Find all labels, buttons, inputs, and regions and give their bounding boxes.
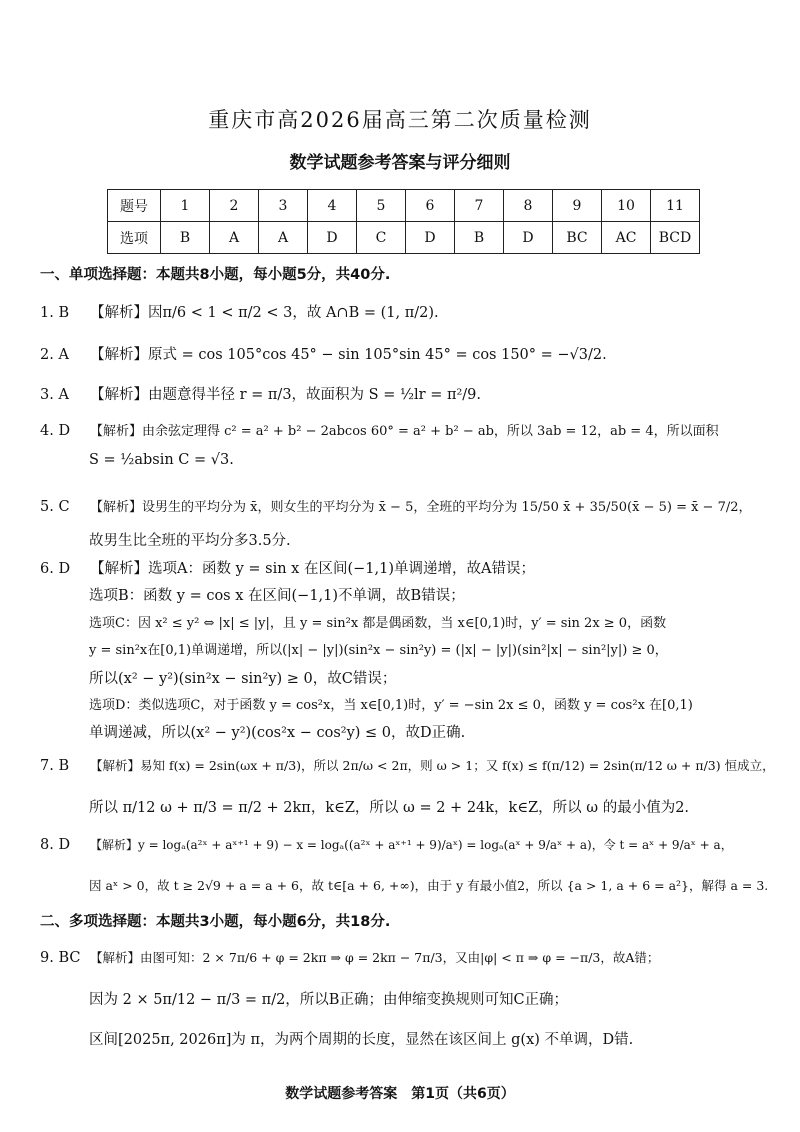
answer-table-option-row xyxy=(108,222,700,254)
q9-answer: 9. BC xyxy=(40,950,81,966)
answer-number-cell: 2 xyxy=(210,190,259,222)
q8-line xyxy=(40,836,733,853)
q9-explanation: 【解析】由图可知：2 × 7π/6 + φ = 2kπ ⇒ φ = 2kπ − 7π/3，又由|φ| < π ⇒ φ = −π/3，故A错； xyxy=(90,950,660,965)
document-title: 重庆市高2026届高三第二次质量检测 xyxy=(208,108,592,132)
section2-heading: 二、多项选择题：本题共3小题，每小题6分，共18分. xyxy=(40,914,391,930)
answer-option-cell: BCD xyxy=(651,222,700,254)
answer-number-cell: 6 xyxy=(406,190,455,222)
q4-line xyxy=(40,420,719,439)
q1-explanation: 【解析】因π/6 < 1 < π/2 < 3，故 A∩B = (1, π/2). xyxy=(90,305,439,321)
answer-option-cell: AC xyxy=(602,222,651,254)
q5-continuation: 故男生比全班的平均分多3.5分. xyxy=(89,533,291,549)
q9-explanation-b: 因为 2 × 5π/12 − π/3 = π/2，所以B正确；由伸缩变换规则可知C正确； xyxy=(89,992,569,1008)
q6-answer: 6. D xyxy=(40,561,71,577)
page-footer: 数学试题参考答案 第1页（共6页） xyxy=(285,1086,515,1102)
q6-explanation-b: 选项B：函数 y = cos x 在区间(−1,1)不单调，故B错误； xyxy=(89,588,465,604)
answer-table-number-row xyxy=(108,190,700,222)
answer-number-cell: 4 xyxy=(308,190,357,222)
answer-option-cell: A xyxy=(259,222,308,254)
q4-answer: 4. D xyxy=(40,423,71,439)
q6-line xyxy=(40,557,535,578)
answer-option-cell: D xyxy=(504,222,553,254)
q9-line xyxy=(40,948,659,966)
answer-number-cell: 9 xyxy=(553,190,602,222)
answer-option-cell: C xyxy=(357,222,406,254)
document-subtitle: 数学试题参考答案与评分细则 xyxy=(289,153,511,173)
answer-number-cell: 3 xyxy=(259,190,308,222)
answer-table-row1-label: 题号 xyxy=(108,190,161,222)
answer-number-cell: 8 xyxy=(504,190,553,222)
answer-number-cell: 5 xyxy=(357,190,406,222)
answer-table xyxy=(107,189,700,254)
q2-explanation: 【解析】原式 = cos 105°cos 45° − sin 105°sin 45° = cos 150° = −√3/2. xyxy=(90,347,607,363)
q6-explanation-a: 【解析】选项A：函数 y = sin x 在区间(−1,1)单调递增，故A错误； xyxy=(90,561,535,577)
q7-answer: 7. B xyxy=(40,758,70,774)
q5-answer: 5. C xyxy=(40,499,70,515)
q3-answer: 3. A xyxy=(40,387,69,403)
q6-explanation-c3: 所以(x² − y²)(sin²x − sin²y) ≥ 0，故C错误； xyxy=(89,671,397,687)
q8-answer: 8. D xyxy=(40,837,71,853)
q2-line xyxy=(40,343,607,364)
answer-option-cell: B xyxy=(161,222,210,254)
q5-explanation: 【解析】设男生的平均分为 x̄，则女生的平均分为 x̄ − 5，全班的平均分为 15/50 x̄ + 35/50(x̄ − 5) = x̄ − 7/2， xyxy=(90,500,752,515)
answer-option-cell: BC xyxy=(553,222,602,254)
answer-option-cell: A xyxy=(210,222,259,254)
q2-answer: 2. A xyxy=(40,347,69,363)
q4-continuation: S = ½absin C = √3. xyxy=(89,452,234,468)
q9-explanation-c: 区间[2025π, 2026π]为 π，为两个周期的长度，显然在该区间上 g(x) 不单调，D错. xyxy=(89,1032,634,1048)
q5-line xyxy=(40,496,752,515)
q7-continuation: 所以 π/12 ω + π/3 = π/2 + 2kπ，k∈Z，所以 ω = 2 + 24k，k∈Z，所以 ω 的最小值为2. xyxy=(89,800,690,816)
q6-explanation-d: 选项D：类似选项C，对于函数 y = cos²x，当 x∈[0,1)时，y′ = −sin 2x ≤ 0，函数 y = cos²x 在[0,1) xyxy=(89,698,693,713)
q1-line xyxy=(40,301,439,322)
answer-option-cell: D xyxy=(406,222,455,254)
q4-explanation: 【解析】由余弦定理得 c² = a² + b² − 2abcos 60° = a² + b² − ab，所以 3ab = 12，ab = 4，所以面积 xyxy=(90,424,719,439)
q7-explanation: 【解析】易知 f(x) = 2sin(ωx + π/3)，所以 2π/ω < 2π，则 ω > 1；又 f(x) ≤ f(π/12) = 2sin(π/12 ω + π/3) 恒成立， xyxy=(90,758,775,773)
q3-explanation: 【解析】由题意得半径 r = π/3，故面积为 S = ½lr = π²/9. xyxy=(90,387,482,403)
answer-option-cell: B xyxy=(455,222,504,254)
q8-continuation: 因 aˣ > 0，故 t ≥ 2√9 + a = a + 6，故 t∈[a + 6, +∞)，由于 y 有最小值2，所以 {a > 1, a + 6 = a²}，解得 a = 3. xyxy=(89,878,769,893)
answer-option-cell: D xyxy=(308,222,357,254)
q6-explanation-d2: 单调递减，所以(x² − y²)(cos²x − cos²y) ≤ 0，故D正确. xyxy=(89,725,466,741)
answer-number-cell: 7 xyxy=(455,190,504,222)
answer-number-cell: 10 xyxy=(602,190,651,222)
q6-explanation-c: 选项C：因 x² ≤ y² ⇔ |x| ≤ |y|，且 y = sin²x 都是偶函数，当 x∈[0,1)时，y′ = sin 2x ≥ 0，函数 xyxy=(89,616,667,631)
section1-heading: 一、单项选择题：本题共8小题，每小题5分，共40分. xyxy=(40,267,391,283)
q8-explanation: 【解析】y = logₐ(a²ˣ + aˣ⁺¹ + 9) − x = logₐ((a²ˣ + aˣ⁺¹ + 9)/aˣ) = logₐ(aˣ + 9/aˣ + a)，令 t = aˣ + 9/aˣ + a， xyxy=(90,838,733,852)
q1-answer: 1. B xyxy=(40,305,70,321)
q6-explanation-c2: y = sin²x在[0,1)单调递增，所以(|x| − |y|)(sin²x − sin²y) = (|x| − |y|)(sin²|x| − sin²|y|) ≥ 0， xyxy=(89,643,668,658)
q3-line xyxy=(40,383,481,404)
q7-line xyxy=(40,756,775,774)
answer-number-cell: 11 xyxy=(651,190,700,222)
answer-number-cell: 1 xyxy=(161,190,210,222)
answer-table-row2-label: 选项 xyxy=(108,222,161,254)
